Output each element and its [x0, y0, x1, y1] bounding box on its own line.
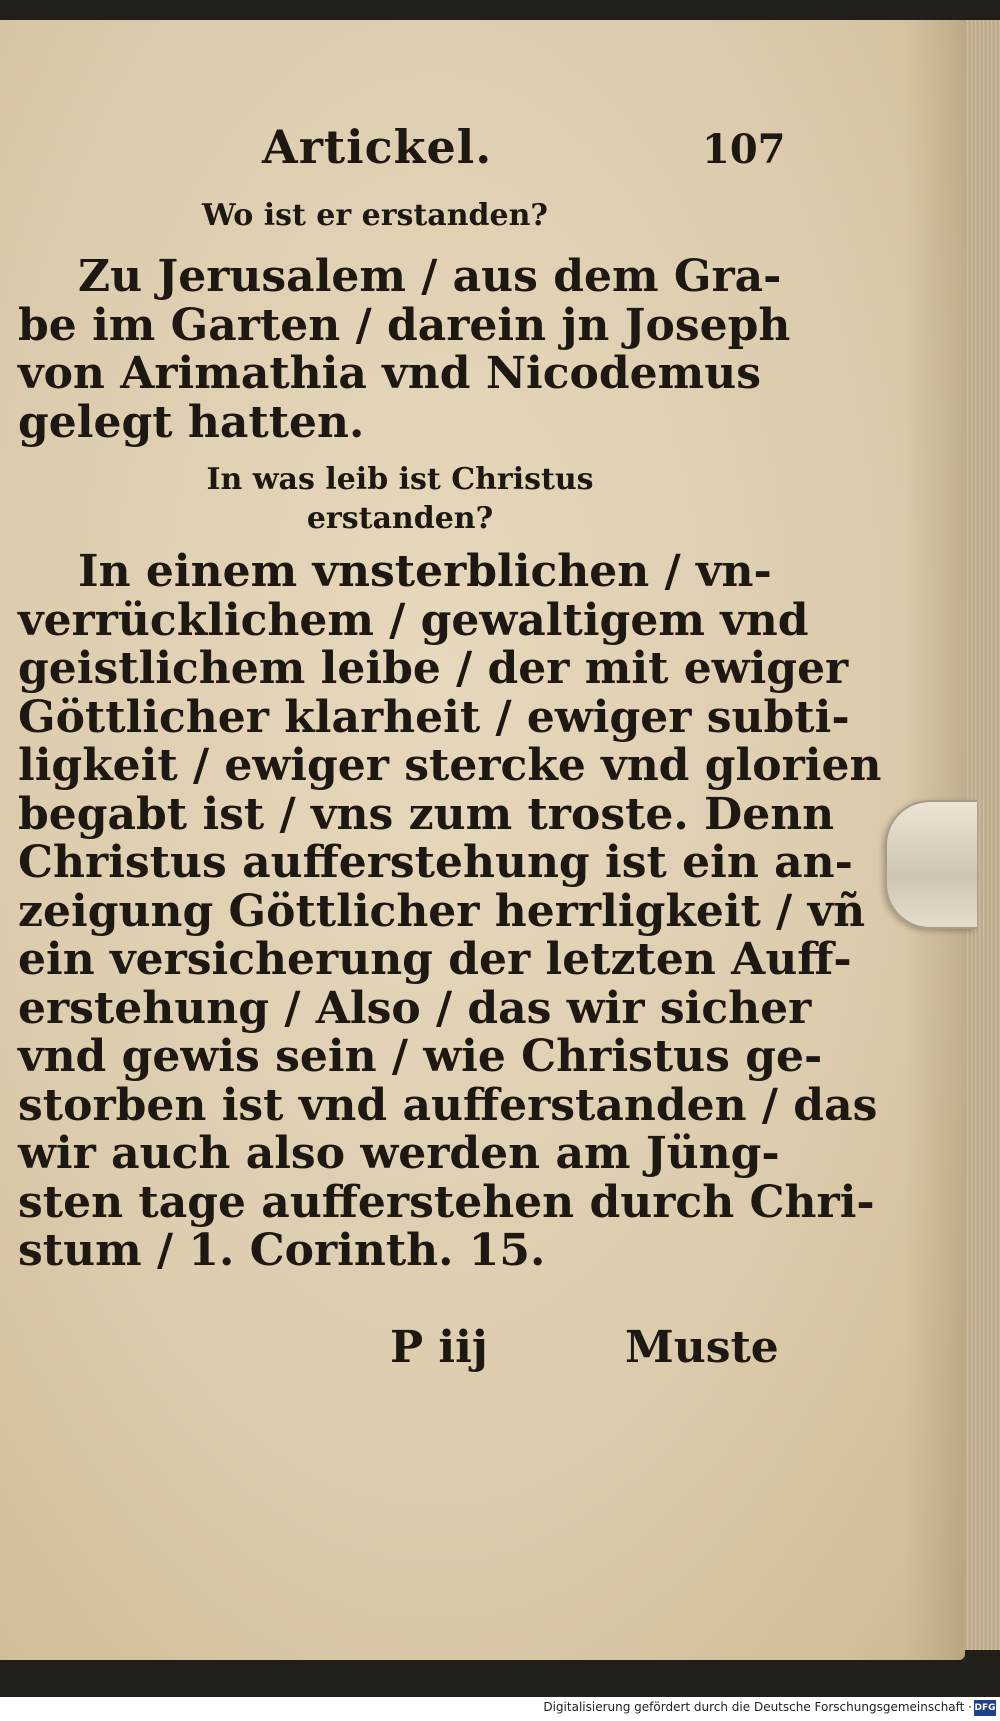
- text-line: ein versicherung der letzten Auff-: [18, 934, 852, 985]
- question-heading: [150, 460, 650, 538]
- page-clip: [885, 800, 977, 929]
- page-number: 107: [702, 126, 786, 173]
- text-line: gelegt hatten.: [18, 396, 365, 448]
- text-line: zeigung Göttlicher herrligkeit / vñ: [18, 885, 866, 937]
- book-page: [0, 20, 965, 1660]
- dfg-logo-icon: DFG: [974, 1700, 996, 1716]
- credit-text: Digitalisierung gefördert durch die Deutsche Forschungsgemeinschaft ·: [543, 1700, 972, 1714]
- text-line: Göttlicher klarheit / ewiger subti-: [18, 691, 850, 743]
- text-line: erstehung / Also / das wir sicher: [18, 982, 812, 1034]
- answer-paragraph: [18, 546, 882, 1276]
- text-line: storben ist vnd aufferstanden / das: [18, 1079, 878, 1131]
- signature-mark: P iij: [390, 1322, 488, 1373]
- text-line: wir auch also werden am Jüng-: [18, 1128, 780, 1179]
- text-line: geistlichem leibe / der mit ewiger: [18, 643, 849, 694]
- text-line: stum / 1. Corinth. 15.: [18, 1225, 546, 1276]
- credit-bar: [0, 1697, 1000, 1721]
- text-line: Zu Jerusalem / aus dem Gra-: [78, 251, 782, 302]
- text-line: Christus aufferstehung ist ein an-: [18, 837, 853, 888]
- question-line: erstanden?: [306, 501, 494, 536]
- text-line: In einem vnsterblichen / vn-: [78, 546, 772, 597]
- page-text: [0, 20, 965, 1660]
- text-line: sten tage aufferstehen durch Chri-: [18, 1176, 875, 1228]
- text-line: von Arimathia vnd Nicodemus: [18, 348, 761, 399]
- catchword: Muste: [625, 1322, 779, 1373]
- text-line: vnd gewis sein / wie Christus ge-: [18, 1031, 823, 1082]
- text-line: begabt ist / vns zum troste. Denn: [18, 788, 835, 840]
- running-head: Artickel.: [262, 120, 493, 174]
- question-line: In was leib ist Christus: [206, 462, 594, 497]
- answer-paragraph: [18, 251, 791, 448]
- question-heading: Wo ist er erstanden?: [202, 198, 548, 233]
- text-line: be im Garten / darein jn Joseph: [18, 299, 791, 351]
- text-line: verrücklichem / gewaltigem vnd: [18, 594, 809, 646]
- text-line: ligkeit / ewiger stercke vnd glorien: [18, 740, 882, 791]
